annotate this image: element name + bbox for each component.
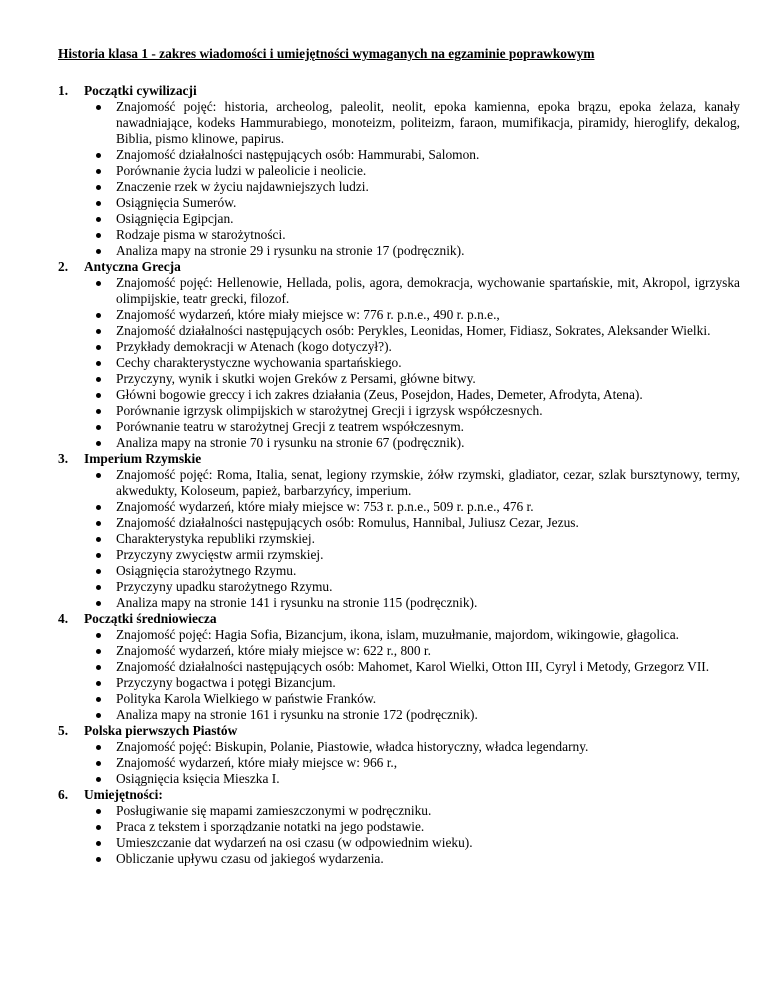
bullet-icon	[96, 841, 101, 846]
section-heading	[58, 611, 740, 627]
list-item-text: Znajomość pojęć: Hagia Sofia, Bizancjum, ikona, islam, muzułmanie, majordom, wikingowie, głagolica.	[116, 627, 680, 642]
bullet-icon	[96, 393, 101, 398]
list-item	[116, 307, 740, 323]
list-item-text: Analiza mapy na stronie 29 i rysunku na stronie 17 (podręcznik).	[116, 243, 465, 258]
bullet-icon	[96, 585, 101, 590]
list-item	[116, 99, 740, 147]
bullet-icon	[96, 745, 101, 750]
bullet-list	[58, 275, 740, 451]
list-item-text: Znajomość pojęć: Roma, Italia, senat, legiony rzymskie, żółw rzymski, gladiator, cezar, szlak bursztynowy, termy, akwedukty, Koloseum, papież, barbarzyńcy, imperium.	[116, 467, 740, 498]
bullet-list	[58, 627, 740, 723]
list-item	[116, 803, 740, 819]
section	[58, 611, 740, 723]
bullet-icon	[96, 697, 101, 702]
section-number: 4.	[58, 611, 69, 626]
list-item	[116, 819, 740, 835]
list-item	[116, 419, 740, 435]
list-item	[116, 579, 740, 595]
list-item-text: Znajomość pojęć: Hellenowie, Hellada, polis, agora, demokracja, wychowanie spartańskie, mit, Akropol, igrzyska olimpijskie, teatr grecki, filozof.	[116, 275, 740, 306]
section-number: 1.	[58, 83, 69, 98]
list-item-text: Praca z tekstem i sporządzanie notatki na jego podstawie.	[116, 819, 425, 834]
section-heading	[58, 723, 740, 739]
list-item-text: Główni bogowie greccy i ich zakres działania (Zeus, Posejdon, Hades, Demeter, Afrodyta, Atena).	[116, 387, 643, 402]
bullet-list	[58, 467, 740, 611]
list-item	[116, 547, 740, 563]
bullet-icon	[96, 537, 101, 542]
list-item-text: Znajomość działalności następujących osób: Romulus, Hannibal, Juliusz Cezar, Jezus.	[116, 515, 579, 530]
bullet-list	[58, 739, 740, 787]
bullet-icon	[96, 153, 101, 158]
bullet-icon	[96, 521, 101, 526]
list-item	[116, 339, 740, 355]
list-item	[116, 659, 740, 675]
bullet-icon	[96, 809, 101, 814]
bullet-icon	[96, 233, 101, 238]
list-item	[116, 531, 740, 547]
bullet-icon	[96, 377, 101, 382]
list-item	[116, 403, 740, 419]
list-item	[116, 675, 740, 691]
section-number: 5.	[58, 723, 69, 738]
list-item	[116, 195, 740, 211]
list-item	[116, 643, 740, 659]
bullet-icon	[96, 185, 101, 190]
bullet-icon	[96, 313, 101, 318]
list-item-text: Znajomość wydarzeń, które miały miejsce w: 753 r. p.n.e., 509 r. p.n.e., 476 r.	[116, 499, 534, 514]
list-item-text: Osiągnięcia starożytnego Rzymu.	[116, 563, 297, 578]
section-number: 3.	[58, 451, 69, 466]
list-item-text: Obliczanie upływu czasu od jakiegoś wydarzenia.	[116, 851, 384, 866]
document-title: Historia klasa 1 - zakres wiadomości i umiejętności wymaganych na egzaminie poprawkowym	[58, 46, 595, 61]
section-heading-text: Początki średniowiecza	[84, 611, 217, 626]
list-item	[116, 467, 740, 499]
section-heading-text: Początki cywilizacji	[84, 83, 197, 98]
list-item	[116, 755, 740, 771]
list-item	[116, 211, 740, 227]
bullet-icon	[96, 569, 101, 574]
bullet-icon	[96, 665, 101, 670]
section-heading	[58, 451, 740, 467]
bullet-icon	[96, 649, 101, 654]
list-item-text: Porównanie teatru w starożytnej Grecji z teatrem współczesnym.	[116, 419, 465, 434]
section-heading-text: Polska pierwszych Piastów	[84, 723, 238, 738]
bullet-icon	[96, 777, 101, 782]
list-item	[116, 435, 740, 451]
list-item-text: Znajomość wydarzeń, które miały miejsce w: 776 r. p.n.e., 490 r. p.n.e.,	[116, 307, 500, 322]
bullet-icon	[96, 857, 101, 862]
list-item	[116, 275, 740, 307]
list-item-text: Przyczyny, wynik i skutki wojen Greków z Persami, główne bitwy.	[116, 371, 476, 386]
list-item-text: Osiągnięcia księcia Mieszka I.	[116, 771, 280, 786]
bullet-icon	[96, 825, 101, 830]
list-item-text: Przykłady demokracji w Atenach (kogo dotyczył?).	[116, 339, 392, 354]
list-item-text: Znajomość pojęć: Biskupin, Polanie, Piastowie, władca historyczny, władca legendarny.	[116, 739, 589, 754]
bullet-icon	[96, 409, 101, 414]
bullet-list	[58, 803, 740, 867]
list-item-text: Znajomość działalności następujących osób: Perykles, Leonidas, Homer, Fidiasz, Sokrates, Aleksander Wielki.	[116, 323, 711, 338]
bullet-icon	[96, 553, 101, 558]
bullet-icon	[96, 361, 101, 366]
list-item	[116, 179, 740, 195]
list-item	[116, 227, 740, 243]
list-item-text: Znaczenie rzek w życiu najdawniejszych ludzi.	[116, 179, 369, 194]
list-item	[116, 515, 740, 531]
list-item-text: Cechy charakterystyczne wychowania spartańskiego.	[116, 355, 402, 370]
section-heading	[58, 259, 740, 275]
section-heading-text: Umiejętności:	[84, 787, 163, 802]
list-item	[116, 707, 740, 723]
list-item-text: Rodzaje pisma w starożytności.	[116, 227, 286, 242]
section-number: 2.	[58, 259, 69, 274]
list-item	[116, 739, 740, 755]
list-item	[116, 835, 740, 851]
list-item	[116, 595, 740, 611]
bullet-icon	[96, 345, 101, 350]
list-item-text: Polityka Karola Wielkiego w państwie Franków.	[116, 691, 377, 706]
list-item	[116, 771, 740, 787]
bullet-icon	[96, 281, 101, 286]
list-item-text: Znajomość działalności następujących osób: Hammurabi, Salomon.	[116, 147, 480, 162]
list-item-text: Analiza mapy na stronie 141 i rysunku na stronie 115 (podręcznik).	[116, 595, 478, 610]
list-item-text: Charakterystyka republiki rzymskiej.	[116, 531, 315, 546]
bullet-icon	[96, 201, 101, 206]
list-item	[116, 499, 740, 515]
bullet-icon	[96, 633, 101, 638]
list-item-text: Osiągnięcia Sumerów.	[116, 195, 237, 210]
section-heading	[58, 83, 740, 99]
list-item	[116, 563, 740, 579]
section-list	[58, 83, 740, 867]
bullet-icon	[96, 249, 101, 254]
list-item-text: Osiągnięcia Egipcjan.	[116, 211, 234, 226]
bullet-list	[58, 99, 740, 259]
list-item	[116, 851, 740, 867]
list-item-text: Analiza mapy na stronie 161 i rysunku na stronie 172 (podręcznik).	[116, 707, 478, 722]
bullet-icon	[96, 329, 101, 334]
list-item-text: Znajomość wydarzeń, które miały miejsce w: 966 r.,	[116, 755, 398, 770]
list-item-text: Posługiwanie się mapami zamieszczonymi w podręczniku.	[116, 803, 432, 818]
section	[58, 723, 740, 787]
bullet-icon	[96, 105, 101, 110]
list-item-text: Analiza mapy na stronie 70 i rysunku na stronie 67 (podręcznik).	[116, 435, 465, 450]
bullet-icon	[96, 681, 101, 686]
bullet-icon	[96, 601, 101, 606]
bullet-icon	[96, 441, 101, 446]
bullet-icon	[96, 761, 101, 766]
section-heading-text: Imperium Rzymskie	[84, 451, 202, 466]
bullet-icon	[96, 505, 101, 510]
bullet-icon	[96, 217, 101, 222]
list-item	[116, 627, 740, 643]
list-item	[116, 691, 740, 707]
list-item	[116, 323, 740, 339]
list-item-text: Znajomość działalności następujących osób: Mahomet, Karol Wielki, Otton III, Cyryl i Metody, Grzegorz VII.	[116, 659, 710, 674]
list-item	[116, 355, 740, 371]
section	[58, 451, 740, 611]
list-item	[116, 147, 740, 163]
list-item-text: Przyczyny zwycięstw armii rzymskiej.	[116, 547, 324, 562]
bullet-icon	[96, 713, 101, 718]
list-item-text: Porównanie igrzysk olimpijskich w starożytnej Grecji i igrzysk współczesnych.	[116, 403, 543, 418]
list-item	[116, 243, 740, 259]
section	[58, 787, 740, 867]
list-item	[116, 387, 740, 403]
bullet-icon	[96, 425, 101, 430]
section-number: 6.	[58, 787, 69, 802]
section-heading-text: Antyczna Grecja	[84, 259, 181, 274]
list-item-text: Przyczyny upadku starożytnego Rzymu.	[116, 579, 333, 594]
list-item-text: Znajomość pojęć: historia, archeolog, paleolit, neolit, epoka kamienna, epoka brązu, epoka żelaza, kanały nawadniające, kodeks Hammurabiego, monoteizm, politeizm, faraon, mumifikacja, piramidy, hieroglify, dekalog, Biblia, pismo klinowe, papirus.	[116, 99, 740, 146]
bullet-icon	[96, 473, 101, 478]
list-item-text: Znajomość wydarzeń, które miały miejsce w: 622 r., 800 r.	[116, 643, 431, 658]
section	[58, 83, 740, 259]
list-item	[116, 371, 740, 387]
list-item-text: Przyczyny bogactwa i potęgi Bizancjum.	[116, 675, 336, 690]
list-item	[116, 163, 740, 179]
bullet-icon	[96, 169, 101, 174]
section-heading	[58, 787, 740, 803]
section	[58, 259, 740, 451]
list-item-text: Umieszczanie dat wydarzeń na osi czasu (w odpowiednim wieku).	[116, 835, 473, 850]
list-item-text: Porównanie życia ludzi w paleolicie i neolicie.	[116, 163, 367, 178]
